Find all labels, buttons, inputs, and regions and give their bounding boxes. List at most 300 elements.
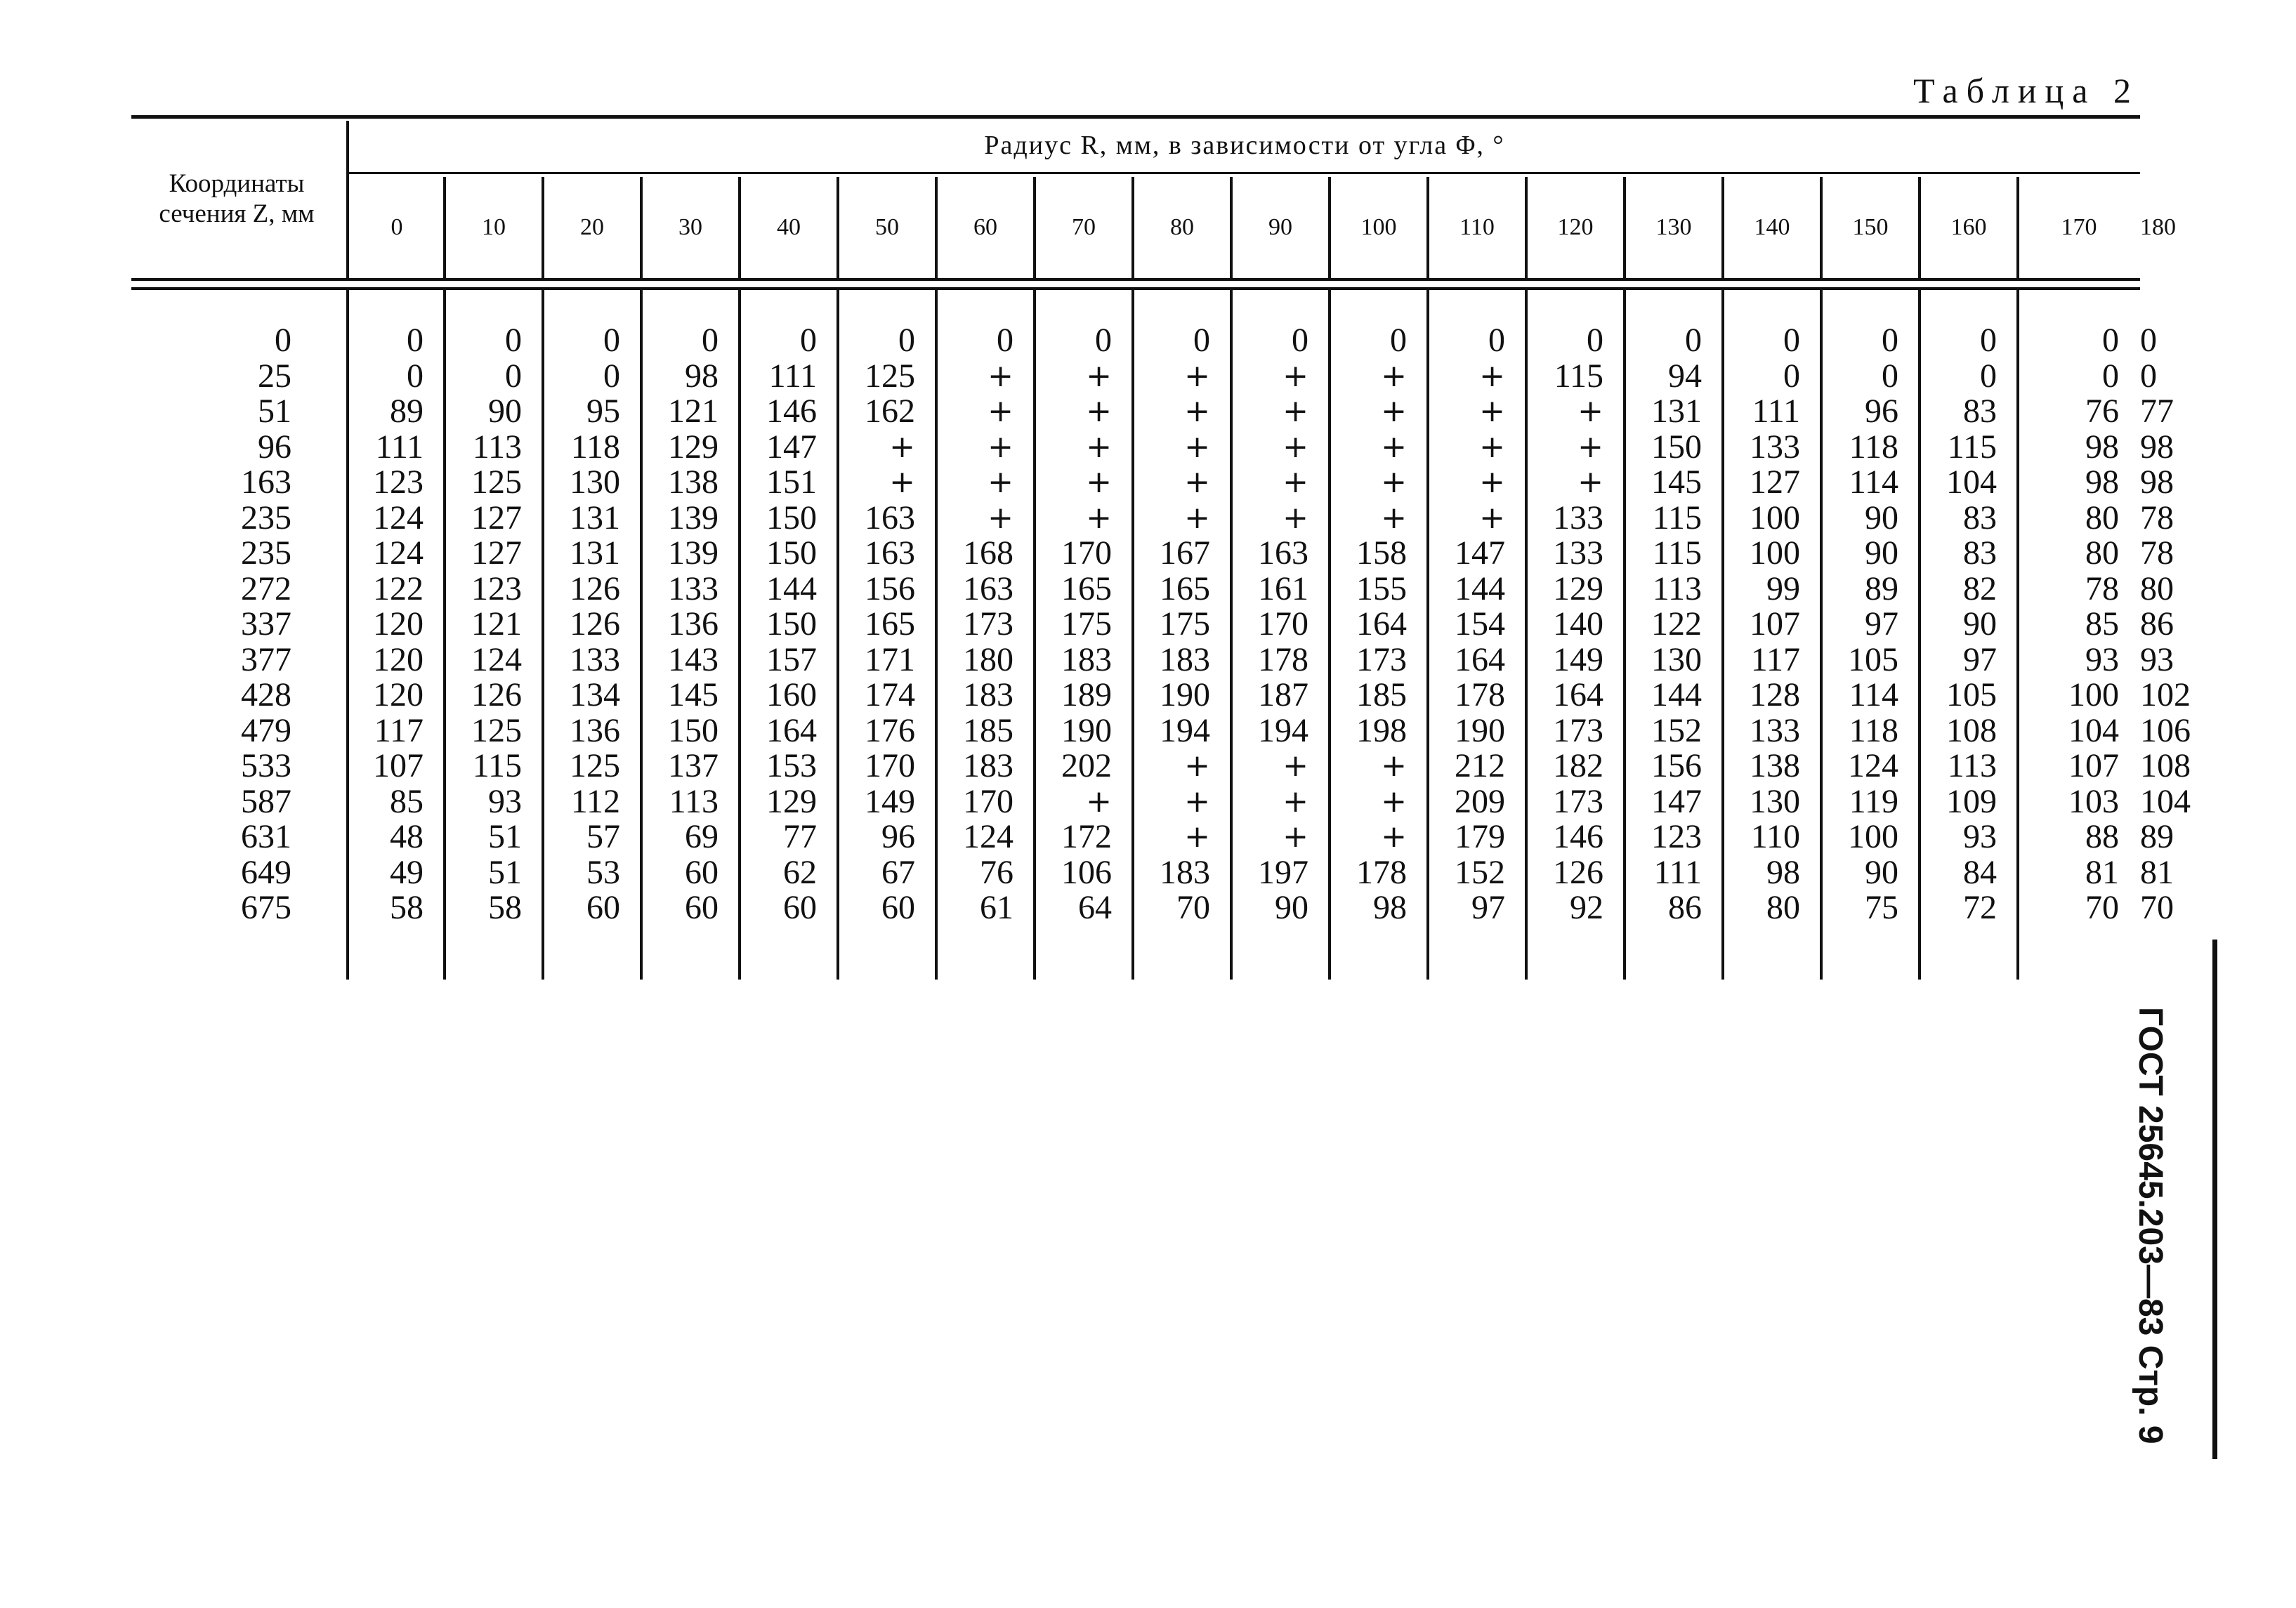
angle-header: 30 [678, 214, 702, 241]
body-column-divider [1721, 290, 1724, 980]
body-column-divider [2016, 290, 2019, 980]
radius-value: + [889, 464, 915, 500]
radius-value: + [1381, 428, 1407, 465]
radius-value: + [1283, 393, 1308, 429]
radius-value: 167 [1160, 534, 1210, 572]
radius-value: + [1086, 783, 1112, 819]
z-coordinate: 675 [241, 889, 291, 926]
radius-value: + [1479, 357, 1505, 394]
radius-value: 96 [881, 818, 915, 855]
radius-value: + [988, 393, 1013, 429]
body-column-divider [542, 290, 544, 980]
header-column-divider [1426, 177, 1429, 279]
radius-value: 173 [1553, 711, 1603, 749]
radius-value: 86 [2140, 605, 2174, 642]
radius-value: 130 [1651, 640, 1702, 678]
radius-value: 58 [488, 889, 522, 926]
radius-value: 128 [1750, 676, 1800, 713]
radius-value: 60 [586, 889, 620, 926]
radius-value: 183 [1160, 640, 1210, 678]
radius-value: 144 [766, 569, 817, 607]
radius-value: 90 [1275, 889, 1308, 926]
radius-value: 175 [1061, 605, 1112, 642]
radius-value: 190 [1061, 711, 1112, 749]
radius-value: + [1381, 819, 1407, 855]
header-column-divider [1721, 177, 1724, 279]
radius-value: 179 [1455, 818, 1505, 855]
header-column-divider [443, 177, 446, 279]
radius-value: 144 [1651, 676, 1702, 713]
radius-value: 113 [1947, 747, 1997, 784]
z-coordinate: 235 [241, 534, 291, 572]
radius-value: 67 [881, 853, 915, 891]
radius-value: + [1184, 464, 1210, 500]
radius-value: 133 [1750, 711, 1800, 749]
radius-value: + [1283, 428, 1308, 465]
radius-value: 120 [373, 605, 424, 642]
radius-value: 120 [373, 676, 424, 713]
angle-header: 160 [1950, 214, 1987, 241]
radius-value: 136 [668, 605, 719, 642]
radius-value: 125 [471, 463, 522, 501]
radius-value: 137 [668, 747, 719, 784]
z-coordinate: 235 [241, 499, 291, 536]
radius-value: 131 [570, 534, 620, 572]
radius-value: 98 [1373, 889, 1407, 926]
radius-value: 93 [2140, 640, 2174, 678]
header-column-divider [1033, 177, 1036, 279]
radius-value: 81 [2140, 853, 2174, 891]
body-column-divider [1525, 290, 1528, 980]
z-coordinate: 51 [258, 393, 291, 430]
radius-value: + [1381, 357, 1407, 394]
body-column-divider [1820, 290, 1823, 980]
radius-value: 83 [1963, 393, 1997, 430]
radius-value: 117 [374, 711, 424, 749]
z-column-header: Координаты сечения Z, мм [159, 169, 315, 228]
radius-value: 129 [668, 428, 719, 466]
radius-value: 111 [375, 428, 424, 466]
radius-value: 83 [1963, 499, 1997, 536]
radius-value: 147 [1455, 534, 1505, 572]
radius-value: 133 [668, 569, 719, 607]
header-column-divider [2016, 177, 2019, 279]
radius-value: 75 [1865, 889, 1898, 926]
radius-value: 161 [1258, 569, 1308, 607]
radius-value: 176 [865, 711, 915, 749]
radius-value: 48 [390, 818, 424, 855]
header-column-divider [542, 177, 544, 279]
header-column-divider [837, 177, 839, 279]
radius-value: 124 [373, 499, 424, 536]
radius-value: 114 [1849, 463, 1898, 501]
radius-value: 183 [963, 747, 1013, 784]
radius-value: 183 [963, 676, 1013, 713]
radius-value: + [1283, 819, 1308, 855]
radius-value: 113 [1652, 569, 1702, 607]
radius-value: 104 [2140, 782, 2191, 820]
radius-value: 105 [1848, 640, 1898, 678]
radius-value: 100 [1750, 534, 1800, 572]
radius-value: 89 [2140, 818, 2174, 855]
radius-value: 90 [1865, 499, 1898, 536]
radius-value: 0 [407, 357, 424, 395]
radius-value: 94 [1668, 357, 1702, 395]
radius-value: 0 [2102, 322, 2119, 359]
radius-value: 133 [1553, 534, 1603, 572]
z-coordinate: 377 [241, 640, 291, 678]
radius-value: 150 [766, 499, 817, 536]
radius-value: 104 [1946, 463, 1997, 501]
radius-value: 0 [603, 357, 620, 395]
radius-value: + [889, 428, 915, 465]
radius-value: 85 [2085, 605, 2119, 642]
radius-value: 143 [668, 640, 719, 678]
radius-value: 180 [963, 640, 1013, 678]
radius-value: 154 [1455, 605, 1505, 642]
radius-value: 126 [570, 605, 620, 642]
radius-value: + [1086, 428, 1112, 465]
header-double-rule-bottom [131, 287, 2140, 290]
radius-value: 194 [1258, 711, 1308, 749]
radius-value: + [1184, 393, 1210, 429]
radius-value: 134 [570, 676, 620, 713]
radius-value: 182 [1553, 747, 1603, 784]
radius-value: 170 [865, 747, 915, 784]
radius-value: 0 [1292, 322, 1308, 359]
radius-value: 197 [1258, 853, 1308, 891]
z-coordinate: 163 [241, 463, 291, 501]
radius-value: 117 [1750, 640, 1800, 678]
radius-value: 98 [2085, 428, 2119, 466]
radius-value: 185 [963, 711, 1013, 749]
radius-value: 178 [1258, 640, 1308, 678]
radius-value: 187 [1258, 676, 1308, 713]
radius-value: 168 [963, 534, 1013, 572]
standard-reference: ГОСТ 25645.203—83 Стр. 9 [2132, 1007, 2169, 1444]
radius-value: 97 [1865, 605, 1898, 642]
body-column-divider [1131, 290, 1134, 980]
side-rule [2212, 940, 2217, 1459]
radius-value: 61 [980, 889, 1013, 926]
radius-value: 89 [1865, 569, 1898, 607]
radius-value: 0 [1783, 322, 1800, 359]
radius-value: 122 [1651, 605, 1702, 642]
radius-value: 0 [997, 322, 1013, 359]
radius-value: 0 [603, 322, 620, 359]
radius-value: 164 [1455, 640, 1505, 678]
radius-value: 173 [1553, 782, 1603, 820]
radius-value: 127 [471, 499, 522, 536]
radius-value: 149 [865, 782, 915, 820]
table-caption: Таблица 2 [1913, 71, 2139, 110]
radius-value: 93 [1963, 818, 1997, 855]
radius-value: 78 [2085, 569, 2119, 607]
radius-value: 112 [570, 782, 620, 820]
radius-value: 138 [1750, 747, 1800, 784]
radius-value: 100 [2068, 676, 2119, 713]
radius-value: 69 [685, 818, 719, 855]
radius-value: 126 [570, 569, 620, 607]
radius-value: 70 [2140, 889, 2174, 926]
radius-group-header: Радиус R, мм, в зависимости от угла Φ, ° [984, 131, 1505, 161]
radius-value: 124 [373, 534, 424, 572]
header-column-divider [1131, 177, 1134, 279]
radius-value: 133 [1553, 499, 1603, 536]
header-column-divider [1820, 177, 1823, 279]
radius-value: 212 [1455, 747, 1505, 784]
radius-value: 164 [1356, 605, 1407, 642]
top-rule [131, 115, 2140, 119]
radius-value: 118 [570, 428, 620, 466]
radius-value: 72 [1963, 889, 1997, 926]
radius-value: + [1283, 499, 1308, 536]
radius-value: + [988, 428, 1013, 465]
radius-value: 165 [1160, 569, 1210, 607]
radius-value: 0 [2102, 357, 2119, 395]
radius-value: 149 [1553, 640, 1603, 678]
angle-header: 20 [580, 214, 604, 241]
header-column-divider [1623, 177, 1626, 279]
radius-value: 84 [1963, 853, 1997, 891]
radius-value: 107 [2068, 747, 2119, 784]
radius-value: 145 [668, 676, 719, 713]
angle-header: 70 [1072, 214, 1096, 241]
radius-value: + [1184, 499, 1210, 536]
radius-header-rule [346, 172, 2140, 174]
radius-value: 146 [766, 393, 817, 430]
radius-value: 118 [1849, 428, 1898, 466]
radius-value: 95 [586, 393, 620, 430]
radius-value: 0 [2140, 357, 2157, 395]
radius-value: 126 [1553, 853, 1603, 891]
radius-value: 115 [472, 747, 522, 784]
body-column-divider [1918, 290, 1921, 980]
z-coordinate: 272 [241, 569, 291, 607]
radius-value: 115 [1947, 428, 1997, 466]
radius-value: 130 [570, 463, 620, 501]
radius-value: 111 [1653, 853, 1702, 891]
angle-header: 120 [1557, 214, 1594, 241]
radius-value: + [988, 357, 1013, 394]
radius-value: + [1184, 748, 1210, 784]
radius-value: 64 [1078, 889, 1112, 926]
radius-value: 57 [586, 818, 620, 855]
radius-value: 70 [2085, 889, 2119, 926]
header-column-divider [1328, 177, 1331, 279]
radius-value: 102 [2140, 676, 2191, 713]
radius-value: 103 [2068, 782, 2119, 820]
radius-value: 118 [1849, 711, 1898, 749]
angle-header: 40 [777, 214, 801, 241]
radius-value: 90 [1865, 534, 1898, 572]
radius-value: 170 [1061, 534, 1112, 572]
header-column-divider [1918, 177, 1921, 279]
radius-value: 90 [488, 393, 522, 430]
radius-value: 123 [373, 463, 424, 501]
radius-value: 60 [685, 889, 719, 926]
radius-value: 111 [768, 357, 817, 395]
radius-value: 0 [1488, 322, 1505, 359]
angle-header: 150 [1852, 214, 1889, 241]
radius-value: 98 [1766, 853, 1800, 891]
radius-value: 131 [1651, 393, 1702, 430]
radius-value: + [1283, 748, 1308, 784]
radius-value: 78 [2140, 534, 2174, 572]
header-double-rule-top [131, 278, 2140, 281]
radius-value: 0 [1685, 322, 1702, 359]
angle-header: 110 [1459, 214, 1495, 241]
radius-value: 120 [373, 640, 424, 678]
radius-value: 0 [1587, 322, 1603, 359]
radius-value: 163 [865, 534, 915, 572]
radius-value: 189 [1061, 676, 1112, 713]
radius-value: 152 [1651, 711, 1702, 749]
radius-value: + [1086, 464, 1112, 500]
body-column-divider [1328, 290, 1331, 980]
header-column-divider [1230, 177, 1233, 279]
radius-value: 127 [1750, 463, 1800, 501]
radius-value: 163 [1258, 534, 1308, 572]
radius-value: 119 [1849, 782, 1898, 820]
radius-value: 160 [766, 676, 817, 713]
radius-value: 124 [963, 818, 1013, 855]
radius-value: 83 [1963, 534, 1997, 572]
radius-value: 99 [1766, 569, 1800, 607]
radius-value: + [1577, 464, 1603, 500]
radius-value: 133 [570, 640, 620, 678]
radius-value: 97 [1963, 640, 1997, 678]
body-column-divider [935, 290, 938, 980]
radius-value: 150 [1651, 428, 1702, 466]
radius-value: 0 [1980, 322, 1997, 359]
radius-value: 150 [766, 605, 817, 642]
radius-value: 124 [471, 640, 522, 678]
header-column-divider [1525, 177, 1528, 279]
angle-header: 130 [1655, 214, 1692, 241]
body-column-divider [837, 290, 839, 980]
radius-value: + [1479, 393, 1505, 429]
radius-value: 76 [2085, 393, 2119, 430]
radius-value: 0 [702, 322, 719, 359]
radius-value: 0 [1783, 357, 1800, 395]
z-coordinate: 631 [241, 818, 291, 855]
z-coordinate: 479 [241, 711, 291, 749]
radius-value: 0 [1980, 357, 1997, 395]
radius-value: 163 [963, 569, 1013, 607]
angle-header: 180 [2140, 214, 2176, 241]
radius-value: 121 [668, 393, 719, 430]
radius-value: 0 [800, 322, 817, 359]
radius-value: 98 [2140, 428, 2174, 466]
body-column-divider [738, 290, 741, 980]
radius-value: 107 [373, 747, 424, 784]
radius-value: + [1381, 748, 1407, 784]
radius-value: 145 [1651, 463, 1702, 501]
radius-value: 156 [1651, 747, 1702, 784]
radius-value: 129 [766, 782, 817, 820]
radius-value: 121 [471, 605, 522, 642]
radius-value: 98 [2140, 463, 2174, 501]
radius-value: 51 [488, 818, 522, 855]
radius-value: 60 [783, 889, 817, 926]
angle-header: 140 [1754, 214, 1790, 241]
radius-value: + [1381, 783, 1407, 819]
radius-value: 183 [1160, 853, 1210, 891]
z-coordinate: 25 [258, 357, 291, 395]
z-coordinate: 587 [241, 782, 291, 820]
radius-value: 108 [2140, 747, 2191, 784]
radius-value: 175 [1160, 605, 1210, 642]
radius-value: 104 [2068, 711, 2119, 749]
radius-value: 80 [2085, 499, 2119, 536]
radius-value: 202 [1061, 747, 1112, 784]
radius-value: 123 [1651, 818, 1702, 855]
radius-value: 62 [783, 853, 817, 891]
radius-value: 173 [1356, 640, 1407, 678]
radius-value: 194 [1160, 711, 1210, 749]
radius-value: 0 [1882, 357, 1898, 395]
radius-value: 85 [390, 782, 424, 820]
radius-value: 88 [2085, 818, 2119, 855]
radius-value: 164 [766, 711, 817, 749]
radius-value: 114 [1849, 676, 1898, 713]
header-column-divider [935, 177, 938, 279]
radius-value: 152 [1455, 853, 1505, 891]
radius-value: 129 [1553, 569, 1603, 607]
radius-value: + [1283, 464, 1308, 500]
radius-value: 136 [570, 711, 620, 749]
z-coordinate: 0 [275, 322, 291, 359]
radius-value: 164 [1553, 676, 1603, 713]
radius-value: 0 [898, 322, 915, 359]
radius-value: 106 [2140, 711, 2191, 749]
radius-value: + [1381, 464, 1407, 500]
radius-value: 0 [505, 322, 522, 359]
angle-header: 10 [482, 214, 506, 241]
radius-value: 0 [2140, 322, 2157, 359]
radius-value: 165 [1061, 569, 1112, 607]
radius-value: 178 [1356, 853, 1407, 891]
radius-value: 110 [1750, 818, 1800, 855]
angle-header: 60 [973, 214, 997, 241]
radius-value: 198 [1356, 711, 1407, 749]
radius-value: 126 [471, 676, 522, 713]
radius-value: 185 [1356, 676, 1407, 713]
radius-value: 153 [766, 747, 817, 784]
radius-value: + [1381, 499, 1407, 536]
radius-value: 93 [2085, 640, 2119, 678]
body-column-divider [1033, 290, 1036, 980]
radius-value: 70 [1176, 889, 1210, 926]
radius-value: 97 [1471, 889, 1505, 926]
radius-value: 77 [2140, 393, 2174, 430]
angle-header: 0 [391, 214, 403, 241]
radius-value: 156 [865, 569, 915, 607]
radius-value: 115 [1554, 357, 1603, 395]
radius-value: 115 [1652, 499, 1702, 536]
radius-value: 0 [505, 357, 522, 395]
radius-value: + [1577, 428, 1603, 465]
radius-value: 150 [766, 534, 817, 572]
radius-value: + [1381, 393, 1407, 429]
radius-value: 77 [783, 818, 817, 855]
radius-value: 170 [1258, 605, 1308, 642]
radius-value: 163 [865, 499, 915, 536]
radius-value: 172 [1061, 818, 1112, 855]
radius-value: 96 [1865, 393, 1898, 430]
radius-value: 60 [685, 853, 719, 891]
